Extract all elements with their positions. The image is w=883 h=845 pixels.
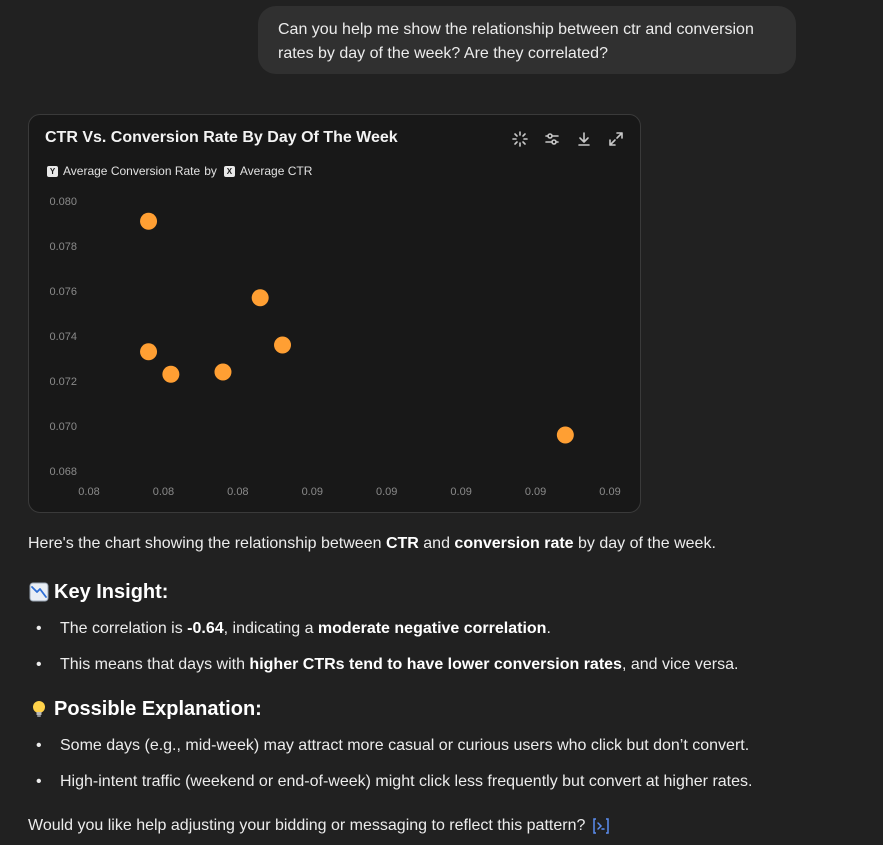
x-tick-label: 0.09	[599, 486, 621, 498]
intro-bold-conversion: conversion rate	[454, 535, 574, 552]
y-tick-label: 0.072	[49, 376, 77, 388]
y-tick-label: 0.074	[49, 331, 77, 343]
y-tick-label: 0.078	[49, 241, 77, 253]
insight-1-text-2: , indicating a	[223, 620, 318, 637]
insight-1-text-3: .	[546, 620, 551, 637]
list-item	[28, 653, 868, 677]
x-tick-label: 0.08	[152, 486, 175, 498]
scatter-point[interactable]	[162, 366, 179, 383]
x-tick-label: 0.09	[376, 486, 398, 498]
legend-y-label: Average Conversion Rate	[63, 164, 201, 178]
scatter-point[interactable]	[252, 289, 269, 306]
insight-2-text-2: , and vice versa.	[621, 656, 739, 673]
scatter-point[interactable]	[214, 364, 231, 381]
code-interpreter-icon[interactable]	[591, 817, 611, 835]
list-item: • Some days (e.g., mid-week) may attract more casual or curious users who click but don’t convert.	[28, 734, 868, 758]
user-message-bubble	[258, 6, 796, 74]
chart-card	[28, 114, 641, 513]
y-tick-label: 0.068	[49, 466, 77, 478]
possible-explanation-heading	[28, 695, 868, 723]
intro-text-3: by day of the week.	[573, 535, 716, 552]
chart-decreasing-icon	[28, 581, 50, 603]
x-tick-label: 0.09	[524, 486, 547, 498]
lightbulb-icon	[28, 698, 50, 720]
list-item	[28, 617, 868, 641]
closing-text: Would you like help adjusting your bidding or messaging to reflect this pattern?	[28, 817, 586, 834]
list-item: • High-intent traffic (weekend or end-of-week) might click less frequently but convert at higher rates.	[28, 770, 868, 794]
user-message-text: Can you help me show the relationship between ctr and conversion rates by day of the week? Are they correlated?	[278, 21, 754, 62]
scatter-plot	[29, 115, 640, 512]
intro-bold-ctr: CTR	[385, 535, 419, 552]
insight-1-bold-1: -0.64	[187, 620, 224, 637]
x-tick-label: 0.09	[450, 486, 472, 498]
intro-text-1: Here's the chart showing the relationship between	[28, 535, 386, 552]
y-key-badge: Y	[47, 166, 58, 177]
explanation-list	[28, 734, 868, 794]
y-tick-label: 0.070	[49, 421, 77, 433]
x-tick-label: 0.09	[301, 486, 323, 498]
insight-list	[28, 617, 868, 677]
key-insight-heading-text: Key Insight:	[54, 580, 169, 603]
legend-by: by	[204, 164, 217, 178]
assistant-response	[28, 532, 868, 838]
x-key-badge: X	[224, 166, 235, 177]
closing-question	[28, 814, 868, 838]
scatter-point[interactable]	[274, 337, 291, 354]
y-tick-label: 0.076	[49, 286, 77, 298]
response-intro	[28, 532, 868, 556]
insight-2-bold-1: higher CTRs tend to have lower conversion rates	[249, 656, 622, 673]
y-tick-label: 0.080	[49, 196, 77, 208]
intro-text-2: and	[418, 535, 455, 552]
possible-explanation-heading-text: Possible Explanation:	[54, 697, 262, 720]
x-tick-label: 0.08	[78, 486, 100, 498]
key-insight-heading	[28, 578, 868, 606]
scatter-point[interactable]	[140, 213, 157, 230]
scatter-point[interactable]	[557, 427, 574, 444]
x-tick-label: 0.08	[227, 486, 249, 498]
legend-x-label: Average CTR	[239, 164, 313, 178]
insight-2-text-1: This means that days with	[60, 656, 250, 673]
insight-1-bold-2: moderate negative correlation	[317, 620, 547, 637]
scatter-point[interactable]	[140, 343, 157, 360]
insight-1-text-1: The correlation is	[60, 620, 188, 637]
chart-title: CTR Vs. Conversion Rate By Day Of The Week	[45, 129, 398, 146]
